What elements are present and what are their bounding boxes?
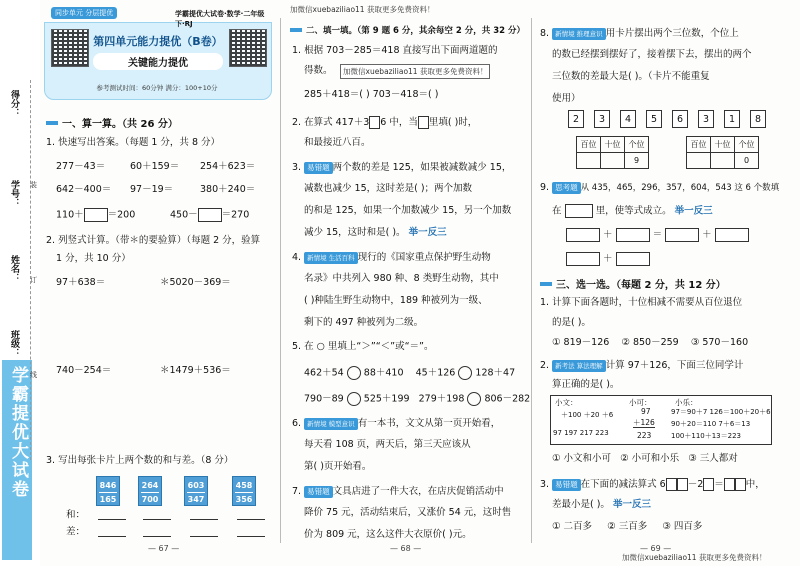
- c1-q3-title: 3. 写出每张卡片上两个数的和与差。（8 分）: [46, 455, 234, 466]
- answer-box[interactable]: [665, 228, 699, 242]
- answer-line[interactable]: [237, 510, 265, 520]
- calc-name: 小可：: [629, 398, 652, 407]
- calc-work: 90＋20＝110 7＋6＝13: [671, 420, 751, 428]
- pv-head: 十位: [601, 137, 625, 153]
- c1-q2-title-b: 1 分，共 10 分）: [56, 253, 131, 264]
- c1-q2-item4: ＊1479＋536＝: [160, 365, 231, 376]
- digit-box[interactable]: [369, 116, 380, 129]
- c3-s2-options: [552, 454, 738, 464]
- option[interactable]: ③ 570－160: [690, 337, 749, 348]
- calc-name: 小乐：: [675, 398, 698, 407]
- calc-work: 97＝90＋7 126＝100＋20＋6: [671, 408, 771, 416]
- tag-badge: 易错题: [552, 479, 581, 491]
- c3-s3-num: 3.: [540, 479, 550, 490]
- answer-box[interactable]: [566, 228, 600, 242]
- option[interactable]: ② 小可和小乐: [620, 453, 680, 464]
- c2-q3-line2: 减数也减少 15，这时差是( )；两个加数: [304, 183, 473, 194]
- card-bottom: 356: [235, 492, 253, 506]
- c1-q1-r3b-tail: ＝270: [221, 209, 250, 221]
- pv-cell[interactable]: [577, 153, 601, 169]
- c1-q2-title: 2. 列竖式计算。（带＊的要验算）（每题 2 分，验算: [46, 235, 261, 246]
- c2-q5-expr: 279＋198: [418, 393, 465, 405]
- c2-q5-expr: 525＋199: [363, 393, 410, 405]
- c2-q6-line1: [292, 418, 500, 430]
- answer-line[interactable]: [98, 510, 126, 520]
- digit-card: 4: [620, 110, 636, 128]
- c3-q9-line1: [540, 182, 779, 194]
- c3-q9-line2: [552, 204, 713, 218]
- cut-mark-3: 线: [30, 371, 37, 379]
- pv-cell[interactable]: [711, 153, 735, 169]
- c3-s2-num: 2.: [540, 360, 550, 371]
- c2-q5-expr: 128＋47: [475, 367, 516, 379]
- c1-q1-title: 1. 快速写出答案。（每题 1 分，共 8 分）: [46, 137, 221, 148]
- card-top: 846: [99, 481, 117, 490]
- c2-q6-text: 有一本书，文文从第一页开始看，: [357, 418, 501, 429]
- c2-q6-num: 6.: [292, 418, 302, 429]
- option[interactable]: ③ 四百多: [662, 521, 703, 532]
- digit-box[interactable]: [724, 478, 735, 491]
- unit-header: [44, 9, 272, 100]
- c2-q2-a: 2. 在算式 417＋3: [292, 117, 370, 128]
- sum-label: 和：: [66, 509, 86, 521]
- c2-q5-expr: 88＋410: [363, 367, 404, 379]
- c3-q8-text: 用卡片摆出两个三位数，个位上: [605, 28, 739, 39]
- c2-q1-line2: 得数。: [304, 65, 333, 76]
- section-bar-icon: [46, 121, 58, 125]
- c2-q3-line1: [292, 162, 511, 174]
- c1-q2-item1: 97＋638＝: [56, 277, 106, 288]
- c3-q9-text: 从 435，465，296，357，604，543 这 6 个数填: [580, 183, 780, 193]
- c2-q3-num: 3.: [292, 162, 302, 173]
- tag-badge: 易错题: [304, 486, 333, 498]
- c3-s1-line2: 的是( )。: [552, 317, 591, 328]
- c1-q2-item2: ＊5020－369＝: [160, 277, 231, 288]
- cut-mark-2: 订: [30, 276, 37, 284]
- pv-cell[interactable]: [601, 153, 625, 169]
- c1-q1-r2c2: 97－19＝: [130, 184, 174, 195]
- calc-work: 223: [637, 431, 652, 440]
- pv-head: 十位: [711, 137, 735, 153]
- page-number-left: — 67 —: [148, 544, 180, 553]
- section-3-text: 三、选一选。（每题 2 分，共 12 分）: [556, 280, 726, 291]
- number-card: [138, 476, 162, 506]
- page-number-middle: — 68 —: [390, 544, 422, 553]
- section-bar-icon: [290, 28, 302, 32]
- number-card: [232, 476, 256, 506]
- pv-head: 百位: [577, 137, 601, 153]
- diff-row: [66, 527, 265, 537]
- c3-s3-text: 在下面的减法算式 6: [580, 479, 666, 490]
- c1-q1-r1c1: 277－43＝: [56, 161, 106, 172]
- calc-work: ＋126: [633, 418, 655, 427]
- compare-circle[interactable]: [458, 366, 472, 380]
- c1-q1-r2c1: 642－400＝: [56, 184, 112, 195]
- digit-card: 3: [594, 110, 610, 128]
- pv-cell-ones: 0: [735, 153, 759, 169]
- compare-circle[interactable]: [347, 392, 361, 406]
- c2-q7-line2: 降价 75 元，活动结束后，又涨价 54 元，这时售: [304, 507, 512, 518]
- card-top: 458: [235, 481, 253, 490]
- tag-badge: 新情境 生活百科: [304, 252, 358, 264]
- answer-line[interactable]: [190, 527, 218, 537]
- practice-link[interactable]: 举一反三: [408, 227, 447, 238]
- pv-cell-ones: 9: [625, 153, 649, 169]
- calc-work: ＋100 ＋20 ＋6: [561, 411, 614, 419]
- c3-s2-line1: [540, 360, 743, 372]
- c3-q8-line3: 三位数的差最大是( )。（卡片不能重复: [552, 71, 710, 82]
- section-2-text: 二、填一填。（第 9 题 6 分，其余每空 2 分，共 32 分）: [306, 26, 525, 36]
- c1-q1-r1c3: 254＋623＝: [200, 161, 256, 172]
- column-divider: [280, 18, 281, 543]
- c3-s3-e: 中，: [745, 479, 765, 490]
- digit-card: 3: [698, 110, 714, 128]
- c1-q1-r3b-text: 450－: [170, 209, 198, 221]
- option[interactable]: ② 850－259: [621, 337, 679, 348]
- digit-card: 2: [568, 110, 584, 128]
- watermark-top: 加微信xuebaziliao11 获取更多免费资料！: [290, 5, 435, 14]
- c2-q2-line1: [292, 116, 477, 129]
- answer-line[interactable]: [190, 510, 218, 520]
- pv-cell[interactable]: [687, 153, 711, 169]
- calc-name: 小文：: [555, 398, 578, 407]
- c3-q9-c: 在: [552, 205, 562, 217]
- answer-box[interactable]: [616, 228, 650, 242]
- c2-q1-answers: 285＋418＝( ) 703－418＝( ): [304, 89, 439, 100]
- c2-q5-row2: [304, 392, 530, 406]
- cut-line: [30, 80, 31, 460]
- c2-q7-line3: 价为 809 元，这么这件大衣原价( )元。: [304, 529, 472, 540]
- c2-q5-expr: 806－282: [484, 393, 531, 405]
- calc-work: 97: [641, 407, 651, 416]
- c3-s2-line2: 算正确的是( )。: [552, 379, 620, 390]
- unit-tag: 同步单元 分层提优: [51, 7, 117, 19]
- section-bar-icon: [540, 282, 552, 286]
- c2-q5-expr: 45＋126: [415, 367, 456, 379]
- c3-s2-text: 计算 97＋126，下面三位同学计: [605, 360, 744, 371]
- c3-q8-line2: 的数已经摆到摆好了，接着摆下去，摆出的两个: [552, 49, 752, 60]
- c3-q9-eq1: ＋ ＝ ＋: [566, 228, 749, 242]
- compare-circle[interactable]: [347, 366, 361, 380]
- c2-q5-expr: 790－89: [304, 393, 344, 405]
- c3-s1-line1: 1. 计算下面各题时，十位相减不需要从百位退位: [540, 297, 743, 308]
- digit-box[interactable]: [735, 478, 746, 491]
- sum-row: [66, 510, 265, 520]
- c1-q2-item3: 740－254＝: [56, 365, 112, 376]
- c3-q8-line4: 使用）: [552, 93, 581, 104]
- watermark-bottom: 加微信xuebaziliao11 获取更多免费资料！: [622, 553, 767, 562]
- tag-badge: 新考法 算法理解: [552, 360, 606, 372]
- section-1-title: [46, 115, 178, 130]
- c2-q5-expr: 462＋54: [304, 367, 344, 379]
- option[interactable]: ① 二百多: [552, 521, 593, 532]
- answer-line[interactable]: [143, 510, 171, 520]
- section-3-title: [540, 276, 726, 291]
- option[interactable]: ③ 三人都对: [688, 453, 738, 464]
- tag-badge: 思考题: [552, 182, 581, 194]
- qr-code-right-icon: [229, 29, 267, 67]
- c3-s3-line1: [540, 478, 765, 491]
- answer-box[interactable]: [566, 252, 600, 266]
- digit-card: 8: [750, 110, 766, 128]
- c1-q1-r3b: [170, 208, 249, 222]
- pv-head: 百位: [687, 137, 711, 153]
- test-meta: 参考测试时间：60分钟 满分：100+10分: [96, 84, 218, 92]
- c2-q2-line2: 和最接近八百。: [304, 137, 371, 148]
- c2-q3-tail: 减少 15，这时和是( )。: [304, 227, 406, 238]
- pv-head: 个位: [625, 137, 649, 153]
- option[interactable]: ② 三百多: [607, 521, 648, 532]
- c2-q6-line2: 每天看 108 页，两天后，第三天应该从: [304, 439, 471, 450]
- c1-q1-r3a-tail: ＝200: [107, 209, 136, 221]
- c2-q5-row1: [304, 366, 515, 380]
- watermark-stamp: 加微信xuebaziliao11 获取更多免费资料！: [340, 64, 490, 79]
- c2-q7-line1: [292, 486, 504, 498]
- c3-q9-eq2: ＋: [566, 252, 650, 266]
- answer-box[interactable]: [715, 228, 749, 242]
- c3-s3-d: ＝: [714, 479, 724, 490]
- c2-q4-text: 现行的《国家重点保护野生动物: [357, 252, 491, 263]
- c2-q7-text: 文具店进了一件大衣，在店庆促销活动中: [332, 486, 504, 497]
- digit-box[interactable]: [703, 478, 714, 491]
- column-divider: [531, 18, 532, 543]
- calc-methods-box: [550, 395, 772, 445]
- card-bottom: 165: [99, 492, 117, 506]
- answer-box[interactable]: [84, 208, 108, 222]
- c2-q6-line3: 第( )页开始看。: [304, 461, 372, 472]
- c3-s1-options: [552, 338, 748, 348]
- place-value-table-b: [686, 136, 759, 169]
- card-top: 264: [141, 481, 159, 490]
- diff-label: 差：: [66, 526, 86, 538]
- c2-q3-text: 两个数的差是 125，如果被减数减少 15，: [332, 162, 512, 173]
- qr-code-left-icon: [51, 29, 89, 67]
- answer-line[interactable]: [143, 527, 171, 537]
- section-2-title: [290, 24, 525, 36]
- number-card: [96, 476, 120, 506]
- c3-q8-line1: [540, 28, 739, 40]
- c3-s3-options: [552, 522, 702, 532]
- calc-work: 100＋110＋13＝223: [671, 432, 741, 440]
- section-1-text: 一、算一算。（共 26 分）: [62, 119, 178, 130]
- compare-circle[interactable]: [467, 392, 481, 406]
- series-title: 学霸提优大试卷·数学·二年级下·RJ: [175, 10, 265, 28]
- digit-card: 1: [724, 110, 740, 128]
- brand-text: 学霸提优大试卷: [8, 366, 28, 499]
- answer-line[interactable]: [237, 527, 265, 537]
- c3-s3-c: －2: [687, 479, 704, 490]
- c3-s3-f: 差最小是( )。: [552, 499, 610, 510]
- practice-link[interactable]: 举一反三: [674, 205, 713, 217]
- page-number-right: — 69 —: [640, 544, 672, 553]
- practice-link[interactable]: 举一反三: [612, 499, 651, 510]
- page-title: 第四单元能力提优（B卷）: [93, 35, 223, 48]
- card-bottom: 347: [187, 492, 205, 506]
- brand-band: [2, 360, 32, 560]
- digit-box[interactable]: [666, 478, 677, 491]
- c2-q5-title: 5. 在 ○ 里填上“＞”“＜”或“＝”。: [292, 341, 434, 352]
- c2-q3-line3: 的和是 125，如果一个加数减少 15，另一个加数: [304, 205, 512, 216]
- c1-q1-r2c3: 380＋240＝: [200, 184, 256, 195]
- c2-q2-c: 里填( )时，: [428, 117, 478, 128]
- digit-box[interactable]: [677, 478, 688, 491]
- place-value-table-a: [576, 136, 649, 169]
- tag-badge: 新情境 推理意识: [552, 28, 606, 40]
- c1-q1-r3a-text: 110＋: [56, 209, 84, 221]
- calc-work: 97 197 217 223: [553, 429, 609, 437]
- option[interactable]: ① 小文和小可: [552, 453, 612, 464]
- cut-mark-1: 装: [30, 181, 37, 189]
- c2-q4-line3: ( )种陆生野生动物中，189 种被列为一级、: [304, 295, 488, 306]
- card-bottom: 700: [141, 492, 159, 506]
- answer-box[interactable]: [198, 208, 222, 222]
- digit-card: 6: [672, 110, 688, 128]
- c2-q4-line1: [292, 252, 491, 264]
- digit-box[interactable]: [418, 116, 429, 129]
- tag-badge: 易错题: [304, 162, 333, 174]
- number-card: [184, 476, 208, 506]
- c3-q9-num: 9.: [540, 182, 550, 193]
- option[interactable]: ① 819－126: [552, 337, 610, 348]
- c2-q7-num: 7.: [292, 486, 302, 497]
- c3-s3-line2: [552, 500, 651, 510]
- name-label: 姓名：: [9, 255, 19, 282]
- c1-q1-r1c2: 60＋159＝: [130, 161, 180, 172]
- c2-q4-line2: 名录》中共列入 980 种、8 类野生动物，其中: [304, 273, 499, 284]
- answer-line[interactable]: [98, 527, 126, 537]
- c2-q4-line4: 剩下的 497 种被列为二级。: [304, 317, 424, 328]
- page-subtitle: 关键能力提优: [93, 53, 223, 70]
- c2-q2-b: 6 中，当: [380, 117, 418, 128]
- c2-q4-num: 4.: [292, 252, 302, 263]
- c1-q1-r3a: [56, 208, 135, 222]
- number-label: 学号：: [9, 180, 19, 207]
- class-label: 班级：: [9, 330, 19, 357]
- answer-box[interactable]: [565, 204, 593, 218]
- tag-badge: 新情境 模型意识: [304, 418, 358, 430]
- pv-head: 个位: [735, 137, 759, 153]
- card-top: 603: [187, 481, 205, 490]
- answer-box[interactable]: [616, 252, 650, 266]
- c2-q1-line1: 1. 根据 703－285＝418 直接写出下面两道题的: [292, 45, 498, 56]
- c3-q9-d: 里，使等式成立。: [595, 205, 672, 217]
- c2-q3-line4: [304, 228, 447, 238]
- digit-card: 5: [646, 110, 662, 128]
- c3-q8-num: 8.: [540, 28, 550, 39]
- score-label: 得分：: [9, 90, 19, 117]
